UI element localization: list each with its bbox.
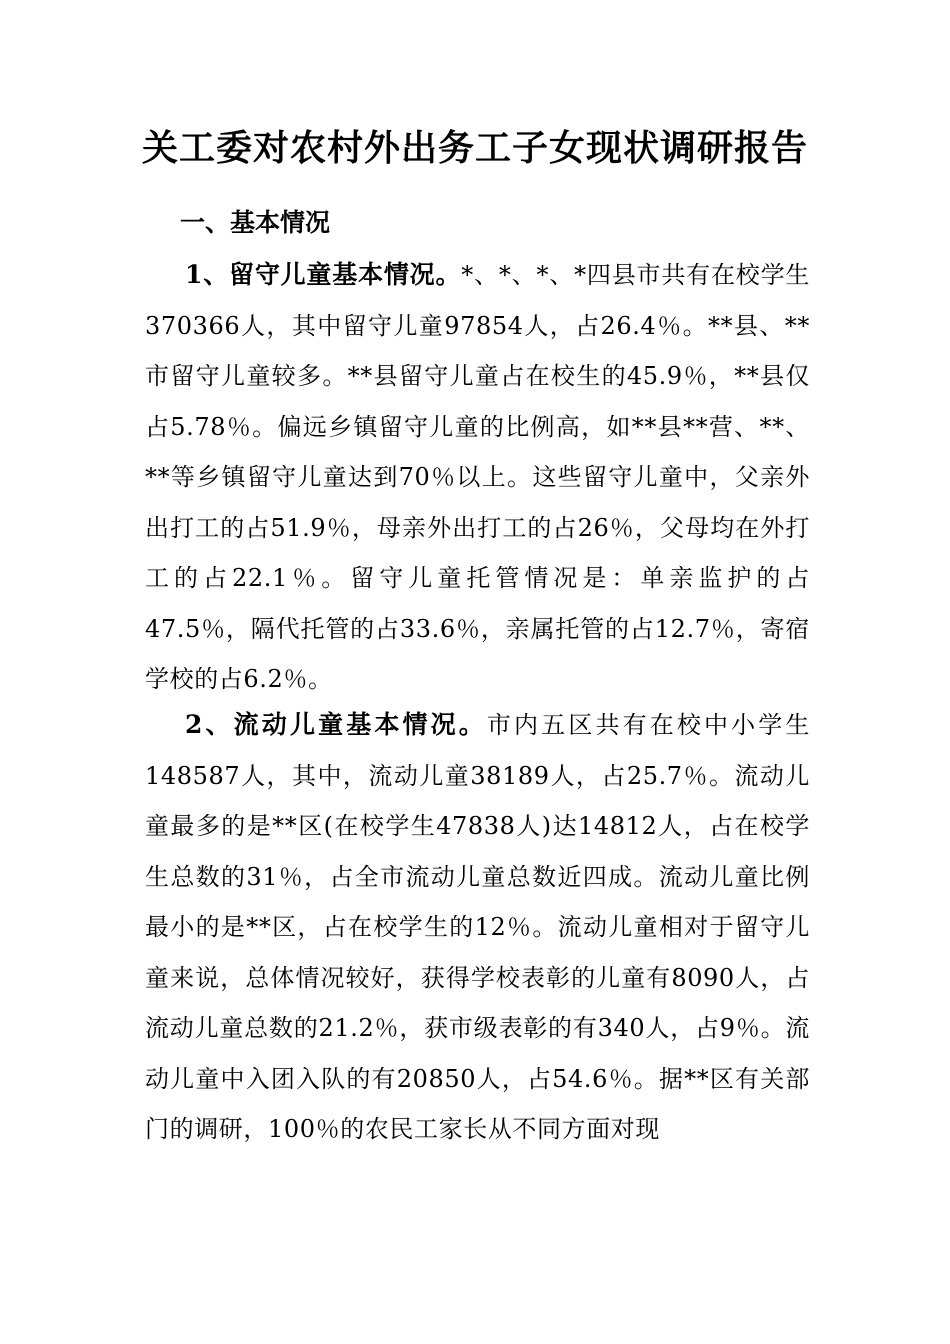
section-heading: 一、基本情况 [180, 208, 331, 237]
paragraph-lead: 1、留守儿童基本情况。 [185, 260, 462, 289]
document-title: 关工委对农村外出务工子女现状调研报告 [141, 127, 808, 169]
paragraph-left-behind-children [145, 250, 810, 705]
paragraph-body: 市内五区共有在校中小学生148587人，其中，流动儿童38189人，占25.7％。流动儿童最多的是**区(在校学生47838人)达14812人，占在校学生总数的31％，占全市流动儿童总数近四成。流动儿童比例最小的是**区，占在校学生的12％。流动儿童相对于留守儿童来说，总体情况较好，获得学校表彰的儿童有8090人，占流动儿童总数的21.2％，获市级表彰的有340人，占9％。流动儿童中入团入队的有20850人，占54.6％。据**区有关部门的调研，100％的农民工家长从不同方面对现 [145, 711, 811, 1143]
paragraph-lead: 2、流动儿童基本情况。 [185, 710, 487, 739]
paragraph-migrant-children [145, 700, 810, 1155]
paragraph-body: *、*、*、*四县市共有在校学生370366人，其中留守儿童97854人，占26.4％。**县、**市留守儿童较多。**县留守儿童占在校生的45.9％，**县仅占5.78％。偏远乡镇留守儿童的比例高，如**县**营、**、**等乡镇留守儿童达到70％以上。这些留守儿童中，父亲外出打工的占51.9％，母亲外出打工的占26％，父母均在外打工的占22.1％。留守儿童托管情况是：单亲监护的占47.5％，隔代托管的占33.6％，亲属托管的占12.7％，寄宿学校的占6.2％。 [145, 261, 810, 693]
